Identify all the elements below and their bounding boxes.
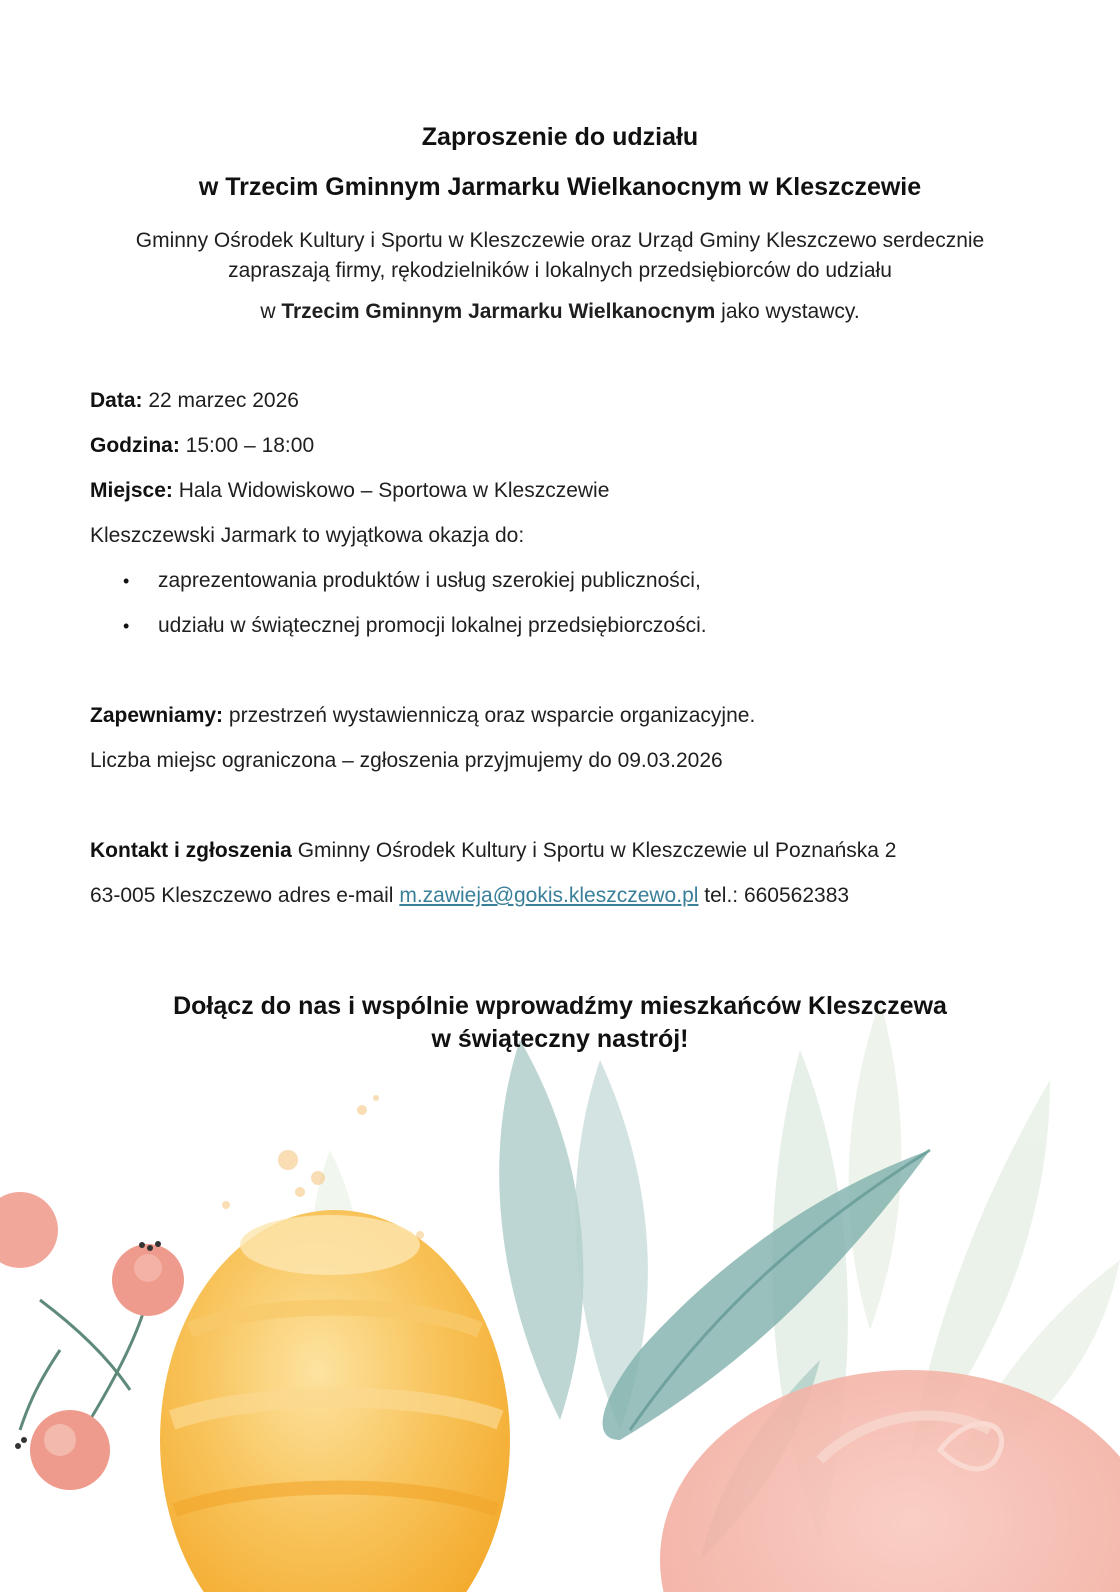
list-item: zaprezentowania produktów i usług szerokiej publiczności,	[158, 569, 701, 592]
contact-value: Gminny Ośrodek Kultury i Sportu w Kleszczewie ul Poznańska 2	[297, 839, 897, 862]
intro-post: jako wystawcy.	[721, 300, 860, 323]
date-value: 22 marzec 2026	[148, 389, 299, 412]
date-line	[90, 389, 299, 413]
intro-paragraph	[60, 226, 1060, 286]
limit-line: Liczba miejsc ograniczona – zgłoszenia przyjmujemy do 09.03.2026	[90, 749, 723, 772]
address-line	[90, 884, 849, 908]
title-line-1: Zaproszenie do udziału	[421, 123, 699, 151]
pink-egg	[660, 1370, 1120, 1592]
bullet-marker: •	[123, 616, 130, 636]
intro-line-1: Gminny Ośrodek Kultury i Sportu w Kleszczewie oraz Urząd Gminy Kleszczewo serdecznie	[135, 229, 985, 252]
event-name: Trzecim Gminnym Jarmarku Wielkanocnym	[281, 300, 716, 323]
time-line	[90, 434, 314, 458]
phone-text: tel.: 660562383	[704, 884, 850, 907]
pink-flowers	[0, 1192, 184, 1490]
bullet-marker: •	[123, 571, 130, 591]
address-text: 63-005 Kleszczewo adres e-mail	[90, 884, 394, 907]
title-line-2: w Trzecim Gminnym Jarmarku Wielkanocnym w Kleszczewie	[198, 173, 922, 201]
provide-line	[90, 704, 755, 728]
opportunity-intro: Kleszczewski Jarmark to wyjątkowa okazja do:	[90, 524, 525, 547]
yellow-egg	[160, 1210, 510, 1592]
contact-line	[90, 839, 896, 863]
list-item: udziału w świątecznej promocji lokalnej przedsiębiorczości.	[158, 614, 707, 637]
place-label: Miejsce:	[90, 479, 173, 502]
intro-line-3	[60, 300, 1060, 324]
place-value: Hala Widowiskowo – Sportowa w Kleszczewie	[178, 479, 610, 502]
intro-pre: w	[260, 300, 276, 323]
provide-value: przestrzeń wystawienniczą oraz wsparcie organizacyjne.	[228, 704, 756, 727]
closing-line-2: w świąteczny nastrój!	[431, 1025, 689, 1053]
provide-label: Zapewniamy:	[90, 704, 224, 727]
closing-message	[0, 990, 1120, 1056]
date-label: Data:	[90, 389, 143, 412]
time-value: 15:00 – 18:00	[185, 434, 315, 457]
closing-line-1: Dołącz do nas i wspólnie wprowadźmy mieszkańców Kleszczewa	[173, 992, 947, 1020]
time-label: Godzina:	[90, 434, 180, 457]
intro-line-2: zapraszają firmy, rękodzielników i lokalnych przedsiębiorców do udziału	[228, 259, 892, 282]
contact-label: Kontakt i zgłoszenia	[90, 839, 292, 862]
place-line	[90, 479, 609, 503]
email-link[interactable]: m.zawieja@gokis.kleszczewo.pl	[399, 884, 699, 907]
